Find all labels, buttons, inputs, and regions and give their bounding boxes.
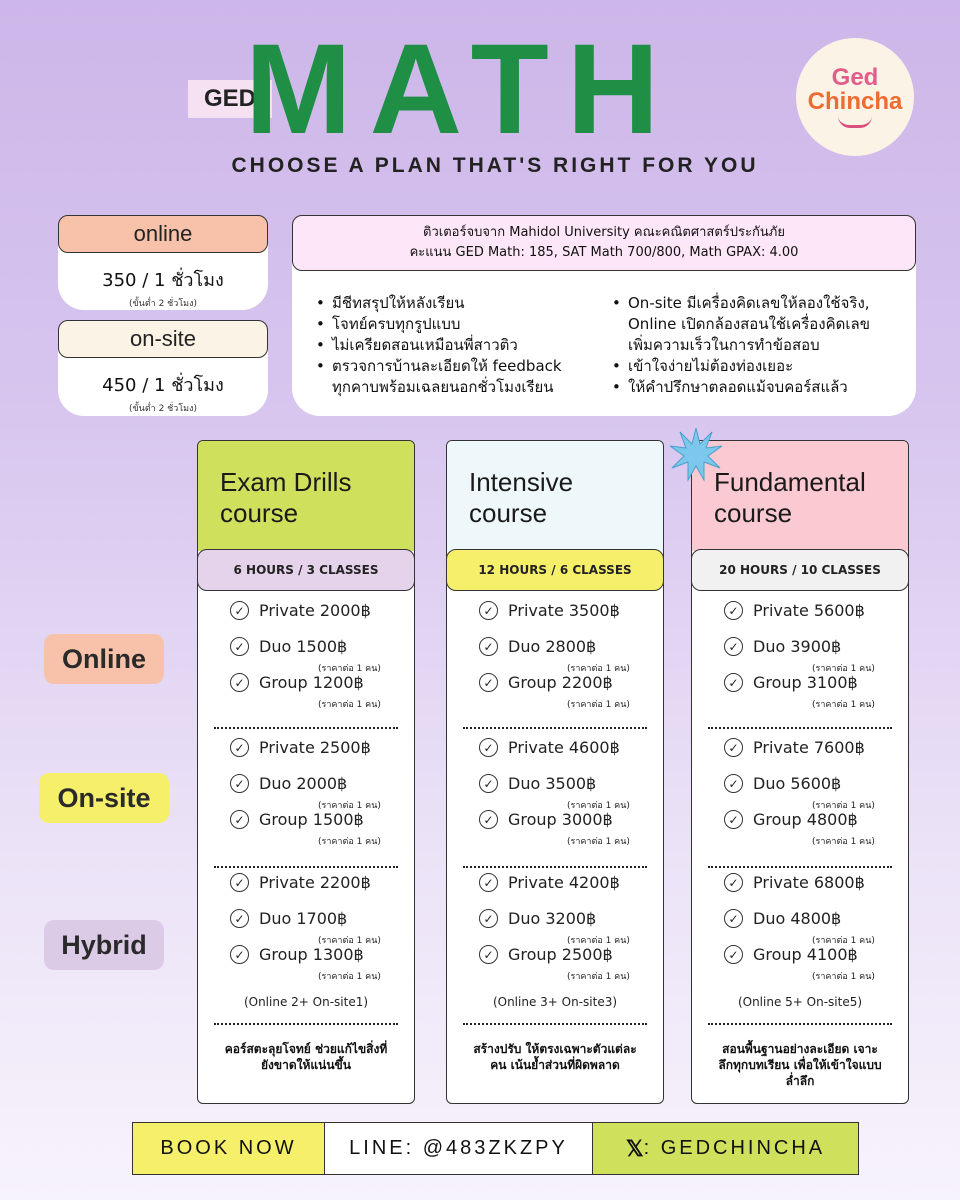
plan-price: Private 4200฿ [508, 873, 620, 892]
plan-price: Private 3500฿ [508, 601, 620, 620]
rate-price: 450 / 1 ชั่วโมง [102, 375, 224, 396]
plan-option-hybrid [230, 873, 371, 892]
check-icon: ✓ [479, 774, 498, 793]
benefit-item: • ไม่เครียดสอนเหมือนพี่สาวติว [314, 335, 562, 356]
plan-option-online [479, 673, 613, 692]
check-icon: ✓ [230, 810, 249, 829]
check-icon: ✓ [724, 810, 743, 829]
plan-option-onsite [724, 738, 865, 757]
plan-option-onsite [479, 810, 613, 829]
check-icon: ✓ [479, 945, 498, 964]
plan-price: Group 4100฿ [753, 945, 858, 964]
check-icon: ✓ [230, 774, 249, 793]
per-person-note: (ราคาต่อ 1 คน) [812, 837, 875, 847]
benefit-item: • โจทย์ครบทุกรูปแบบ [314, 314, 562, 335]
check-icon: ✓ [724, 601, 743, 620]
course-name-suffix: course [469, 498, 548, 528]
check-icon: ✓ [479, 601, 498, 620]
course-title [692, 441, 908, 551]
rate-price: 350 / 1 ชั่วโมง [102, 270, 224, 291]
check-icon: ✓ [479, 873, 498, 892]
x-contact-link[interactable] [593, 1123, 858, 1174]
course-name-suffix: course [714, 498, 793, 528]
course-description-line: คน เน้นย้ำส่วนที่ผิดพลาด [490, 1058, 620, 1072]
smile-icon [838, 116, 872, 128]
plan-price: Group 3000฿ [508, 810, 613, 829]
hybrid-combo-note: (Online 3+ On-site3) [492, 995, 618, 1009]
per-person-note: (ราคาต่อ 1 คน) [318, 801, 381, 811]
plan-price: Private 2000฿ [259, 601, 371, 620]
plan-option-hybrid [230, 909, 347, 928]
course-name: Intensive [469, 467, 574, 497]
plan-option-onsite [724, 774, 841, 793]
check-icon: ✓ [724, 673, 743, 692]
check-icon: ✓ [230, 637, 249, 656]
per-person-note: (ราคาต่อ 1 คน) [318, 837, 381, 847]
per-person-note: (ราคาต่อ 1 คน) [318, 664, 381, 674]
benefit-item [610, 293, 870, 356]
plan-price: Group 4800฿ [753, 810, 858, 829]
divider [214, 727, 398, 729]
plan-price: Private 2200฿ [259, 873, 371, 892]
benefit-item: • ให้คำปรึกษาตลอดแม้จบคอร์สแล้ว [610, 377, 870, 398]
check-icon: ✓ [230, 601, 249, 620]
course-description-line: ยังขาดให้แน่นขึ้น [261, 1058, 351, 1072]
plan-price: Private 6800฿ [753, 873, 865, 892]
plan-price: Group 2200฿ [508, 673, 613, 692]
page-subtitle: CHOOSE A PLAN THAT'S RIGHT FOR YOU [231, 154, 759, 177]
course-title [198, 441, 414, 551]
tutor-info-box [292, 215, 916, 416]
course-description-line: สอนพื้นฐานอย่างละเอียด เจาะ [722, 1042, 878, 1056]
rate-minimum: (ขั้นต่ำ 2 ชั่วโมง) [129, 299, 197, 309]
course-title [447, 441, 663, 551]
benefits-list-left [314, 293, 562, 398]
check-icon: ✓ [230, 673, 249, 692]
plan-option-online [479, 601, 620, 620]
per-person-note: (ราคาต่อ 1 คน) [318, 700, 381, 710]
divider [708, 727, 892, 729]
check-icon: ✓ [479, 673, 498, 692]
course-description-line: สร้างปรับ ให้ตรงเฉพาะตัวแต่ละ [473, 1042, 637, 1056]
plan-option-online [230, 673, 364, 692]
divider [214, 866, 398, 868]
divider [214, 1023, 398, 1025]
rate-label: on-site [58, 320, 268, 358]
plan-option-online [724, 637, 841, 656]
plan-option-online [230, 601, 371, 620]
plan-price: Group 1200฿ [259, 673, 364, 692]
course-description [706, 1041, 894, 1089]
plan-option-hybrid [724, 909, 841, 928]
plan-option-hybrid [479, 873, 620, 892]
plan-option-onsite [479, 738, 620, 757]
plan-price: Private 5600฿ [753, 601, 865, 620]
plan-option-online [230, 637, 347, 656]
divider [463, 1023, 647, 1025]
plan-price: Duo 1500฿ [259, 637, 348, 656]
book-now-button[interactable]: BOOK NOW [133, 1123, 325, 1174]
plan-price: Duo 2000฿ [259, 774, 348, 793]
course-name: Exam Drills [220, 467, 352, 497]
logo-text-ged: Ged [831, 64, 879, 91]
course-description [461, 1041, 649, 1073]
page-title: MATH [245, 18, 678, 161]
check-icon: ✓ [724, 945, 743, 964]
plan-option-onsite [230, 738, 371, 757]
plan-option-hybrid [724, 945, 858, 964]
check-icon: ✓ [230, 909, 249, 928]
check-icon: ✓ [479, 637, 498, 656]
per-person-note: (ราคาต่อ 1 คน) [567, 801, 630, 811]
benefit-text: เพิ่มความเร็วในการทำข้อสอบ [628, 336, 820, 354]
divider [708, 866, 892, 868]
plan-option-online [479, 637, 596, 656]
divider [463, 866, 647, 868]
contact-bar [132, 1122, 859, 1175]
course-hours: 20 HOURS / 10 CLASSES [691, 549, 909, 591]
course-description-line: ล่ำลึก [785, 1074, 815, 1088]
per-person-note: (ราคาต่อ 1 คน) [567, 837, 630, 847]
course-description-line: ลึกทุกบทเรียน เพื่อให้เข้าใจแบบ [718, 1058, 882, 1072]
rate-card-online [58, 215, 268, 310]
benefit-text: ทุกคาบพร้อมเฉลยนอกชั่วโมงเรียน [332, 378, 554, 396]
check-icon: ✓ [479, 810, 498, 829]
check-icon: ✓ [479, 738, 498, 757]
plan-price: Group 2500฿ [508, 945, 613, 964]
check-icon: ✓ [724, 909, 743, 928]
course-name: Fundamental [714, 467, 866, 497]
plan-option-hybrid [724, 873, 865, 892]
plan-option-onsite [479, 774, 596, 793]
tutor-score-line: คะแนน GED Math: 185, SAT Math 700/800, Math GPAX: 4.00 [409, 245, 799, 260]
gedchincha-logo [796, 38, 914, 156]
per-person-note: (ราคาต่อ 1 คน) [812, 700, 875, 710]
plan-price: Duo 5600฿ [753, 774, 842, 793]
per-person-note: (ราคาต่อ 1 คน) [567, 700, 630, 710]
x-logo-icon: 𝕏 [625, 1135, 644, 1161]
plan-price: Group 1500฿ [259, 810, 364, 829]
hybrid-combo-note: (Online 5+ On-site5) [737, 995, 863, 1009]
plan-price: Group 3100฿ [753, 673, 858, 692]
per-person-note: (ราคาต่อ 1 คน) [812, 801, 875, 811]
course-hours: 6 HOURS / 3 CLASSES [197, 549, 415, 591]
rate-label: online [58, 215, 268, 253]
row-label-online: Online [44, 634, 164, 684]
check-icon: ✓ [230, 738, 249, 757]
check-icon: ✓ [230, 873, 249, 892]
check-icon: ✓ [724, 637, 743, 656]
plan-price: Duo 1700฿ [259, 909, 348, 928]
row-label-onsite: On-site [39, 773, 169, 823]
course-card-exam-drills [197, 440, 415, 1104]
plan-option-onsite [230, 774, 347, 793]
course-hours: 12 HOURS / 6 CLASSES [446, 549, 664, 591]
plan-option-hybrid [479, 909, 596, 928]
per-person-note: (ราคาต่อ 1 คน) [812, 972, 875, 982]
divider [708, 1023, 892, 1025]
course-card-intensive [446, 440, 664, 1104]
starburst-icon [668, 426, 724, 482]
plan-option-online [724, 673, 858, 692]
plan-price: Group 1300฿ [259, 945, 364, 964]
plan-option-onsite [724, 810, 858, 829]
line-contact-link[interactable]: LINE: @483ZKZPY [325, 1123, 593, 1174]
plan-price: Private 4600฿ [508, 738, 620, 757]
tutor-credentials-line: ติวเตอร์จบจาก Mahidol University คณะคณิตศาสตร์ประกันภัย [423, 225, 785, 240]
per-person-note: (ราคาต่อ 1 คน) [812, 936, 875, 946]
benefit-text: ตรวจการบ้านละเอียดให้ feedback [332, 357, 562, 375]
rate-card-onsite [58, 320, 268, 416]
plan-option-hybrid [479, 945, 613, 964]
divider [463, 727, 647, 729]
plan-price: Duo 4800฿ [753, 909, 842, 928]
plan-price: Private 7600฿ [753, 738, 865, 757]
per-person-note: (ราคาต่อ 1 คน) [318, 972, 381, 982]
plan-option-online [724, 601, 865, 620]
check-icon: ✓ [479, 909, 498, 928]
check-icon: ✓ [724, 738, 743, 757]
plan-price: Private 2500฿ [259, 738, 371, 757]
row-label-hybrid: Hybrid [44, 920, 164, 970]
hybrid-combo-note: (Online 2+ On-site1) [243, 995, 369, 1009]
benefits-list-right [610, 293, 870, 398]
per-person-note: (ราคาต่อ 1 คน) [812, 664, 875, 674]
plan-price: Duo 2800฿ [508, 637, 597, 656]
course-card-fundamental [691, 440, 909, 1104]
plan-option-hybrid [230, 945, 364, 964]
benefit-item: • มีชีทสรุปให้หลังเรียน [314, 293, 562, 314]
plan-price: Duo 3900฿ [753, 637, 842, 656]
ged-tag: GED [188, 80, 272, 118]
benefit-text: On-site มีเครื่องคิดเลขให้ลองใช้จริง, [628, 294, 870, 312]
x-handle: : GEDCHINCHA [643, 1137, 826, 1159]
benefit-item: • เข้าใจง่ายไม่ต้องท่องเยอะ [610, 356, 870, 377]
plan-option-onsite [230, 810, 364, 829]
tutor-credentials [292, 215, 916, 271]
plan-price: Duo 3200฿ [508, 909, 597, 928]
course-description-line: คอร์สตะลุยโจทย์ ช่วยแก้ไขสิ่งที่ [224, 1042, 388, 1056]
per-person-note: (ราคาต่อ 1 คน) [567, 664, 630, 674]
per-person-note: (ราคาต่อ 1 คน) [567, 936, 630, 946]
check-icon: ✓ [230, 945, 249, 964]
course-description [212, 1041, 400, 1073]
benefit-text: Online เปิดกล้องสอนใช้เครื่องคิดเลข [628, 315, 870, 333]
check-icon: ✓ [724, 873, 743, 892]
per-person-note: (ราคาต่อ 1 คน) [318, 936, 381, 946]
rate-minimum: (ขั้นต่ำ 2 ชั่วโมง) [129, 404, 197, 414]
per-person-note: (ราคาต่อ 1 คน) [567, 972, 630, 982]
check-icon: ✓ [724, 774, 743, 793]
course-name-suffix: course [220, 498, 299, 528]
plan-price: Duo 3500฿ [508, 774, 597, 793]
logo-text-chincha: Chincha [807, 88, 903, 115]
benefit-item [314, 356, 562, 398]
